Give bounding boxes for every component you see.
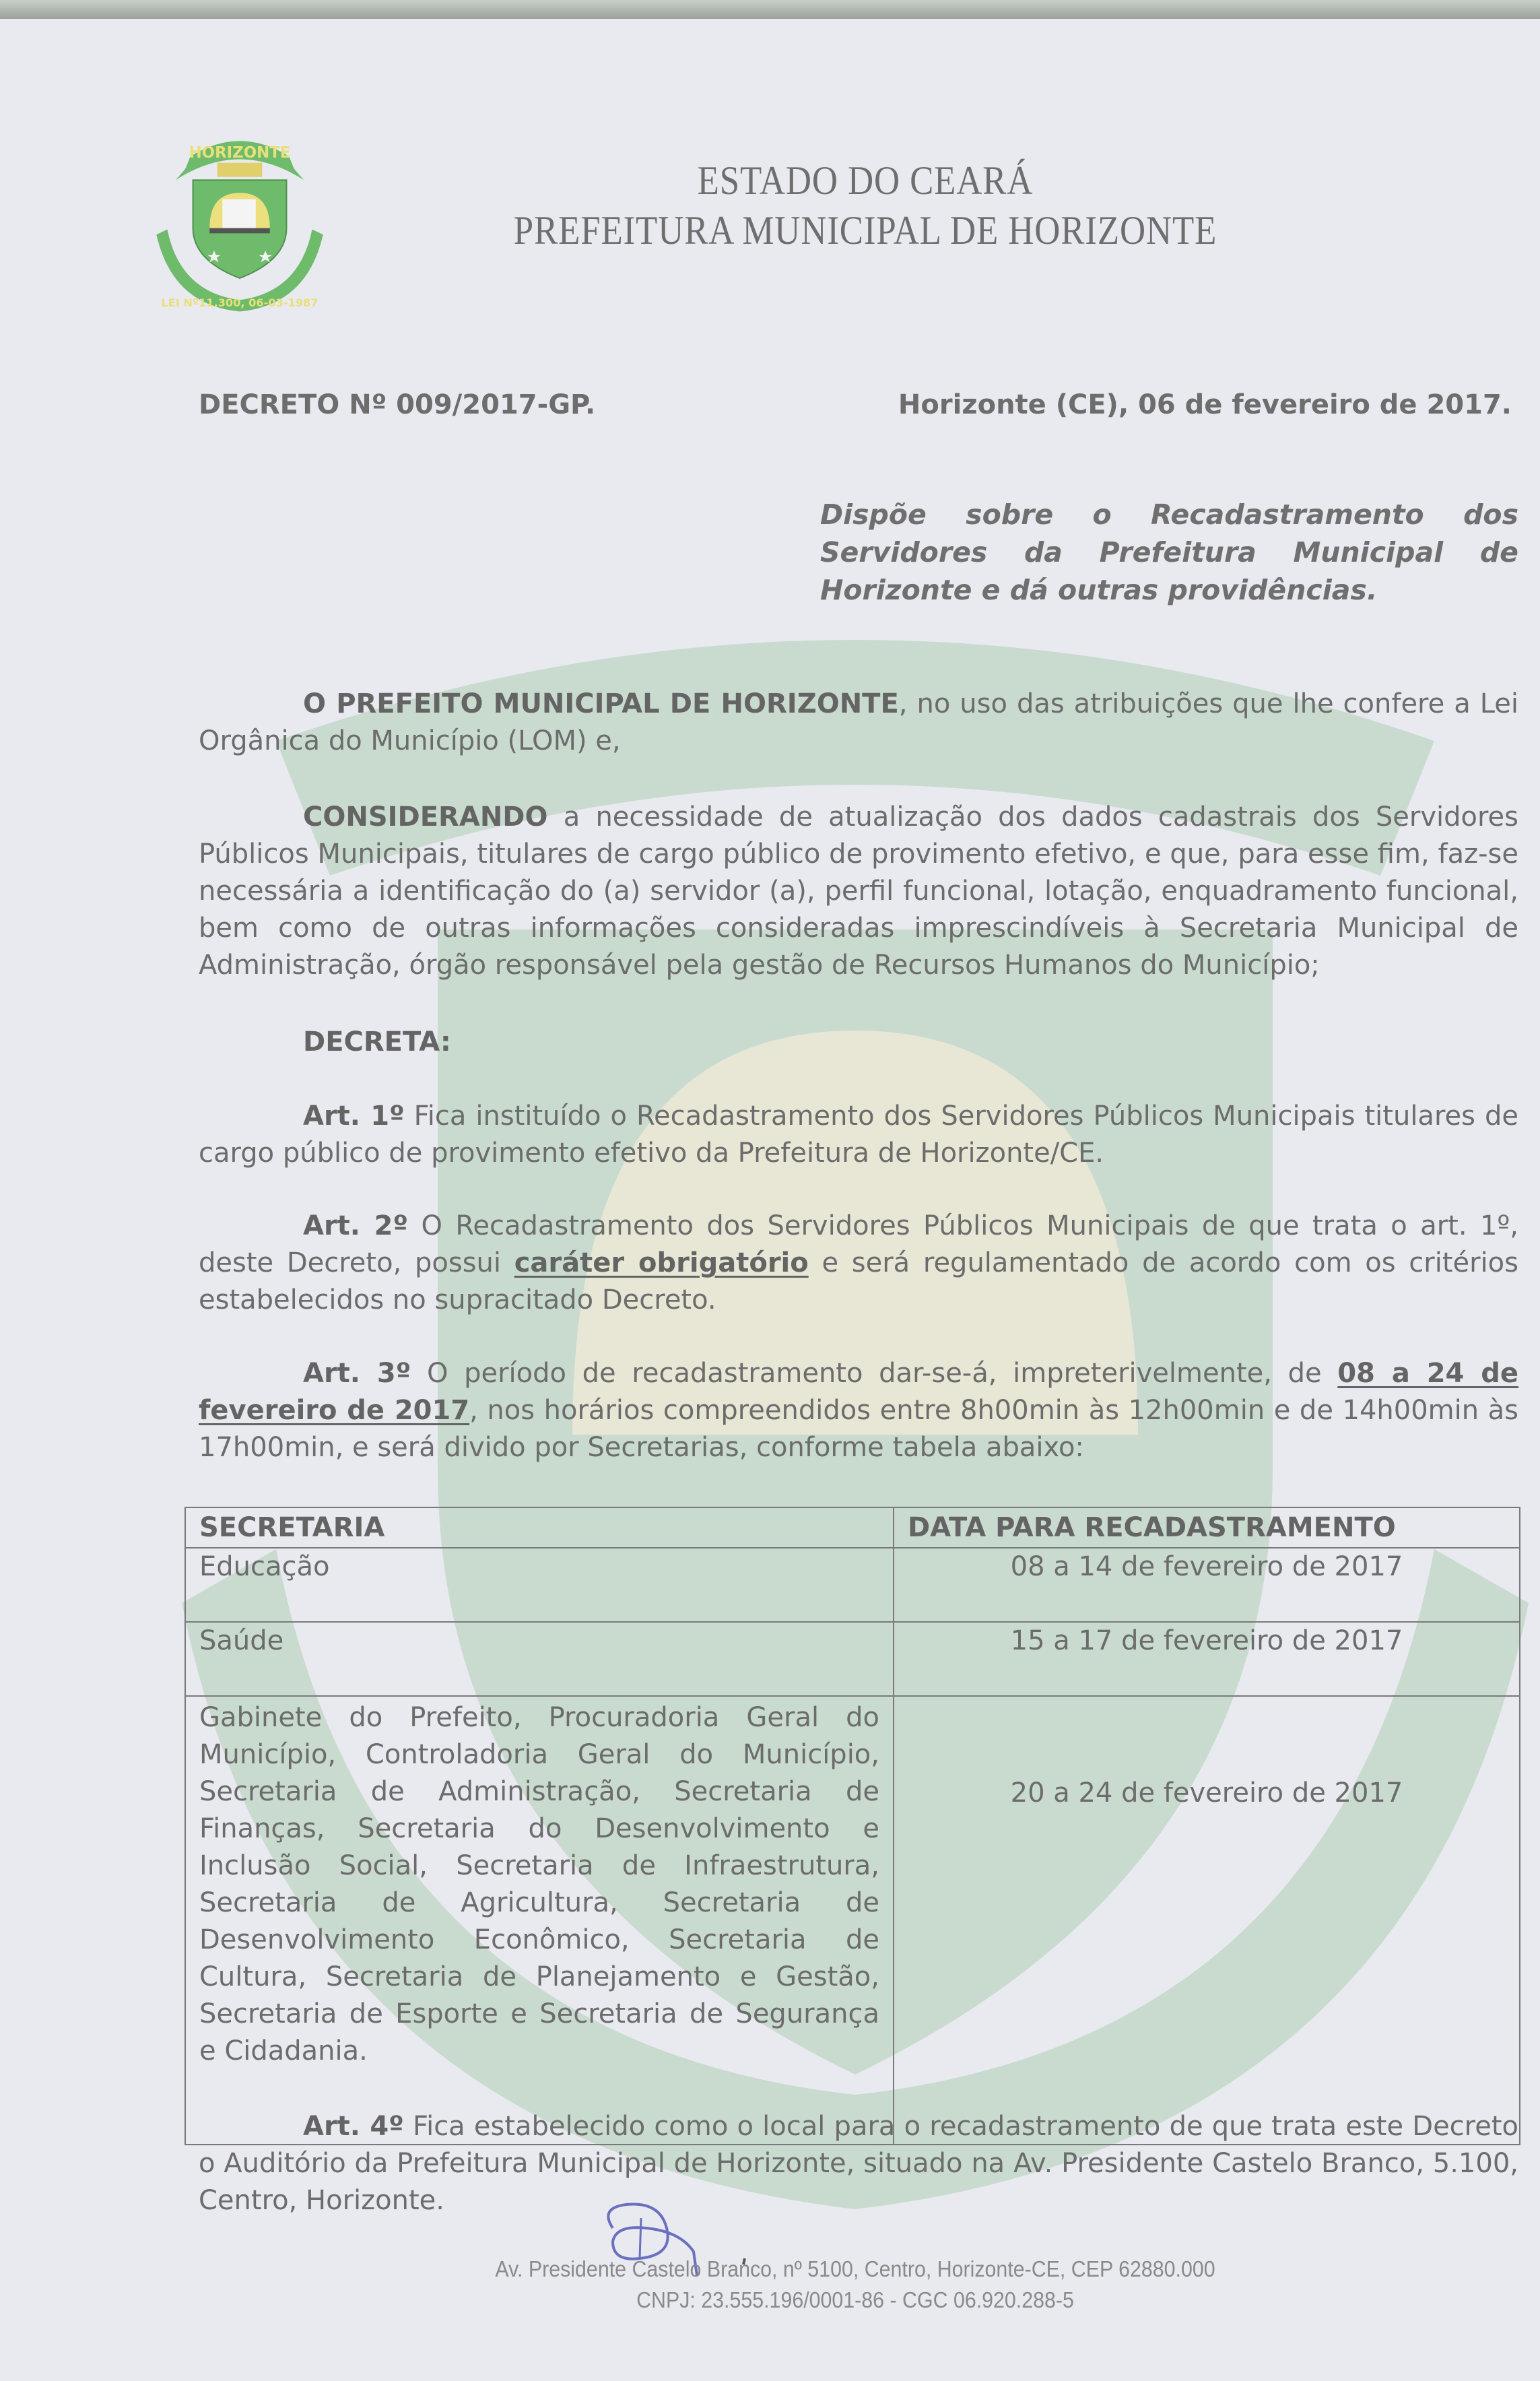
table-row <box>185 1696 1520 2145</box>
municipality-name: PREFEITURA MUNICIPAL DE HORIZONTE <box>513 208 1217 253</box>
article-2-highlight: caráter obrigatório <box>514 1247 809 1278</box>
article-3-highlight: 08 a 24 de fevereiro de 2017 <box>199 1358 1519 1426</box>
considerando-text: a necessidade de atualização dos dados cadastrais dos Servidores Públicos Municipais, titulares de cargo público de provimento efetivo, e que, para esse fim, faz-se necessária a identificação do (a) servidor (a), perfil funcional, lotação, enquadramento funcional, bem como de outras informações consideradas imprescindíveis à Secretaria Municipal de Administração, órgão responsável pela gestão de Recursos Humanos do Município; <box>199 802 1518 981</box>
article-3-label: Art. 3º <box>303 1358 411 1389</box>
article-1-label: Art. 1º <box>303 1101 405 1132</box>
preamble-text: , no uso das atribuições que lhe confere a Lei Orgânica do Município (LOM) e, <box>199 688 1519 756</box>
decree-summary: Dispõe sobre o Recadastramento dos Servidores da Prefeitura Municipal de Horizonte e dá outras providências. <box>820 498 1518 606</box>
article-2-text-before: O Recadastramento dos Servidores Públicos Municipais de que trata o art. 1º, deste Decreto, possui <box>199 1210 1518 1278</box>
cell-secretaria: Educação <box>185 1548 894 1622</box>
considerando-paragraph <box>199 799 1518 984</box>
cell-data: 20 a 24 de fevereiro de 2017 <box>894 1696 1520 2145</box>
cell-secretaria: Saúde <box>185 1622 894 1696</box>
article-3-text-after: , nos horários compreendidos entre 8h00min às 12h00min e de 14h00min às 17h00min, e será divido por Secretarias, conforme tabela abaixo: <box>199 1395 1518 1463</box>
table-header-row <box>185 1507 1520 1548</box>
decreta-heading <box>199 1024 1518 1061</box>
column-header-data: DATA PARA RECADASTRAMENTO <box>894 1507 1520 1548</box>
svg-text:LEI Nº11.300, 06-03-1987: LEI Nº11.300, 06-03-1987 <box>161 296 319 309</box>
cell-data: 15 a 17 de fevereiro de 2017 <box>894 1622 1520 1696</box>
scan-top-edge <box>0 0 1540 19</box>
footer-address: Av. Presidente Castelo Branco, nº 5100, Centro, Horizonte-CE, CEP 62880.000 <box>495 2256 1215 2281</box>
state-name: ESTADO DO CEARÁ <box>697 158 1034 203</box>
article-4 <box>199 2108 1518 2219</box>
cell-data: 08 a 14 de fevereiro de 2017 <box>894 1548 1520 1622</box>
article-4-label: Art. 4º <box>303 2111 404 2142</box>
decreta-label: DECRETA: <box>303 1026 451 1057</box>
article-3 <box>199 1355 1518 1466</box>
decree-place-date: Horizonte (CE), 06 de fevereiro de 2017. <box>898 389 1512 420</box>
table-row <box>185 1622 1520 1696</box>
considerando-lead: CONSIDERANDO <box>303 802 548 833</box>
column-header-secretaria: SECRETARIA <box>185 1507 894 1548</box>
article-2-label: Art. 2º <box>303 1210 409 1241</box>
article-3-text-before: O período de recadastramento dar-se-á, impreterivelmente, de <box>411 1358 1338 1389</box>
decree-number: DECRETO Nº 009/2017-GP. <box>199 389 596 420</box>
article-2-text-after: e será regulamentado de acordo com os critérios estabelecidos no supracitado Decreto. <box>199 1247 1518 1315</box>
cell-secretaria: Gabinete do Prefeito, Procuradoria Geral do Município, Controladoria Geral do Município, Secretaria de Administração, Secretaria de Finanças, Secretaria do Desenvolvimento e Inclusão Social, Secretaria de Infraestrutura, Secretaria de Agricultura, Secretaria de Desenvolvimento Econômico, Secretaria de Cultura, Secretaria de Planejamento e Gestão, Secretaria de Esporte e Secretaria de Segurança e Cidadania. <box>185 1696 894 2145</box>
schedule-table <box>185 1507 1520 2145</box>
municipal-crest-logo-icon <box>147 132 333 318</box>
article-2 <box>199 1208 1518 1319</box>
letterhead-footer <box>415 2254 1295 2316</box>
preamble-paragraph <box>199 686 1518 760</box>
article-1 <box>199 1098 1518 1172</box>
preamble-lead: O PREFEITO MUNICIPAL DE HORIZONTE <box>303 688 899 719</box>
article-1-text: Fica instituído o Recadastramento dos Servidores Públicos Municipais titulares de cargo público de provimento efetivo da Prefeitura de Horizonte/CE. <box>199 1101 1518 1169</box>
letterhead <box>404 156 1327 256</box>
svg-text:HORIZONTE: HORIZONTE <box>189 144 291 162</box>
footer-registration: CNPJ: 23.555.196/0001-86 - CGC 06.920.288-5 <box>636 2287 1074 2312</box>
article-4-text: Fica estabelecido como o local para o recadastramento de que trata este Decreto o Auditório da Prefeitura Municipal de Horizonte, situado na Av. Presidente Castelo Branco, 5.100, Centro, Horizonte. <box>199 2111 1518 2216</box>
table-row <box>185 1548 1520 1622</box>
